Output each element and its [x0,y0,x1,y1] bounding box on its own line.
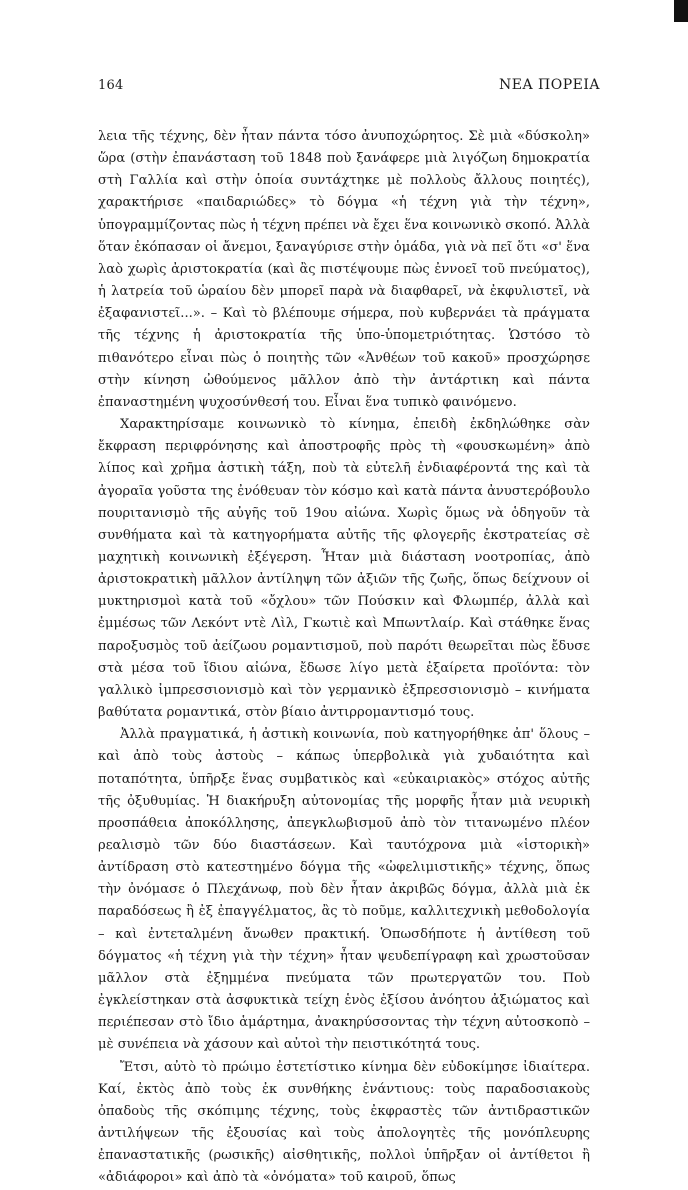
scan-corner-mark [674,0,688,22]
paragraph-4: Ἔτσι, αὐτὸ τὸ πρώιμο ἐστετίστικο κίνημα δὲν εὐδοκίμησε ἰδιαίτερα. Καί, ἐκτὸς ἀπὸ τοὺς ἐκ συνθήκης ἐνάντιους: τοὺς παραδοσιακοὺς ὀπαδοὺς τῆς σκόπιμης τέχνης, τοὺς ἐκφραστὲς τῶν ἀντιδραστικῶν ἀντιλήψεων τῆς ἐξουσίας καὶ τοὺς ἀπολογητὲς τῆς μονόπλευρης ἐπαναστατικῆς (ρωσικῆς) αἰσθητικῆς, πολλοὶ ὑπῆρξαν οἱ ἀντίθετοι ἢ «ἀδιάφοροι» καὶ ἀπὸ τὰ «ὀνόματα» τοῦ καιροῦ, ὅπως [98,1059,590,1186]
paragraph-3: Ἀλλὰ πραγματικά, ἡ ἀστικὴ κοινωνία, ποὺ κατηγορήθηκε ἀπ' ὅλους – καὶ ἀπὸ τοὺς ἀστοὺς – κάπως ὑπερβολικὰ γιὰ χυδαιότητα καὶ ποταπότητα, ὑπῆρξε ἕνας συμβατικὸς καὶ «εὐκαιριακὸς» στόχος αὐτῆς τῆς ὀξυθυμίας. Ἡ διακήρυξη αὐτονομίας τῆς μορφῆς ἦταν μιὰ νευρικὴ προσπάθεια ἀποκόλλησης, ἀπεγκλωβισμοῦ ἀπὸ τὸν τιτανωμένο πλέον ρεαλισμὸ τῶν δύο διαστάσεων. Καὶ ταυτόχρονα μιὰ «ἱστορικὴ» ἀντίδραση στὸ κατεστημένο δόγμα τῆς «ὠφελιμιστικῆς» τέχνης, ὅπως τὴν ὀνόμασε ὁ Πλεχάνωφ, ποὺ δὲν ἦταν ἀκριβῶς δόγμα, ἀλλὰ μιὰ ἐκ παραδόσεως ἢ ἐξ ἐπαγγέλματος, ἂς τὸ ποῦμε, καλλιτεχνικὴ μεθοδολογία – καὶ ἐντεταλμένη ἄνωθεν πρακτική. Ὁπωσδήποτε ἡ ἀντίθεση τοῦ δόγματος «ἡ τέχνη γιὰ τὴν τέχνη» ἦταν ψευδεπίγραφη καὶ χρωστοῦσαν μᾶλλον στὰ ἐξημμένα πνεύματα τῶν πρωτεργατῶν του. Ποὺ ἐγκλείστηκαν στὰ ἀσφυκτικὰ τείχη ἑνὸς ἐξίσου ἀνόητου ἀξιώματος καὶ περιέπεσαν στὸ ἴδιο ἁμάρτημα, ἀνακηρύσσοντας τὴν τέχνη αὐτοσκοπὸ – μὲ συνέπεια νὰ χάσουν καὶ αὐτοὶ τὴν πειστικότητά τους. [98,727,590,1053]
paragraph-1: λεια τῆς τέχνης, δὲν ἦταν πάντα τόσο ἀνυποχώρητος. Σὲ μιὰ «δύσκολη» ὥρα (στὴν ἐπανάσταση τοῦ 1848 ποὺ ξανάφερε μιὰ λιγόζωη δημοκρατία στὴ Γαλλία καὶ στὴν ὁποία συντάχτηκε μὲ πολλοὺς ἄλλους ποιητές), χαρακτήρισε «παιδαριώδες» τὸ δόγμα «ἡ τέχνη γιὰ τὴν τέχνη», ὑπογραμμίζοντας πὼς ἡ τέχνη πρέπει νὰ ἔχει ἕνα κοινωνικὸ σκοπό. Ἀλλὰ ὅταν ἐκόπασαν οἱ ἄνεμοι, ξαναγύρισε στὴν ὁμάδα, γιὰ νὰ πεῖ ὅτι «σ' ἕνα λαὸ χωρὶς ἀριστοκρατία (καὶ ἂς πιστέψουμε πὼς ἐννοεῖ τοῦ πνεύματος), ἡ λατρεία τοῦ ὡραίου δὲν μπορεῖ παρὰ νὰ διαφθαρεῖ, νὰ ἐκφυλιστεῖ, νὰ ἐξαφανιστεῖ...». – Καὶ τὸ βλέπουμε σήμερα, ποὺ κυβερνάει τὰ πράγματα τῆς τέχνης ἡ ἀριστοκρατία τῆς ὑπο-ὑπομετριότητας. Ὡστόσο τὸ πιθανότερο εἶναι πὼς ὁ ποιητὴς τῶν «Ἀνθέων τοῦ κακοῦ» προσχώρησε στὴν κίνηση ὠθούμενος μᾶλλον ἀπὸ τὴν ἀντάρτικη καὶ πάντα ἐπαναστημένη ψυχοσύνθεσή του. Εἶναι ἕνα τυπικὸ φαινόμενο. [98,129,590,410]
running-title: ΝΕΑ ΠΟΡΕΙΑ [499,77,600,93]
paragraph-2: Χαρακτηρίσαμε κοινωνικὸ τὸ κίνημα, ἐπειδὴ ἐκδηλώθηκε σὰν ἔκφραση περιφρόνησης καὶ ἀποστροφῆς πρὸς τὴ «φουσκωμένη» ἀπὸ λίπος καὶ χρῆμα ἀστικὴ τάξη, ποὺ τὰ εὐτελῆ ἐνδιαφέροντά της καὶ τὰ ἀγοραῖα γοῦστα της ἐνόθευαν τὸν κόσμο καὶ κατὰ πάντα ἀνυστερόβουλο πουριτανισμὸ τῆς αὐγῆς τοῦ 19ου αἰώνα. Χωρὶς ὅμως νὰ ὁδηγοῦν τὰ συνθήματα καὶ τὰ κατηγορήματα αὐτῆς τῆς φλογερῆς ἐκστρατείας σὲ μαχητικὴ κοινωνικὴ ἐξέγερση. Ἦταν μιὰ διάσταση νοοτροπίας, ἀπὸ ἀριστοκρατικὴ μᾶλλον ἀντίληψη τῶν ἀξιῶν τῆς ζωῆς, ὅπως δείχνουν οἱ μυκτηρισμοὶ κατὰ τοῦ «ὄχλου» τῶν Πούσκιν καὶ Φλωμπέρ, ἀλλὰ καὶ ἐμμέσως τῶν Λεκόντ ντὲ Λὶλ, Γκωτιὲ καὶ Μπωντλαίρ. Καὶ στάθηκε ἕνας παροξυσμὸς τοῦ ἀείζωου ρομαντισμοῦ, ποὺ παρότι θεωρεῖται πὼς ἔδυσε στὰ μέσα τοῦ ἴδιου αἰώνα, ἔδωσε λίγο μετὰ ἐξαίρετα προϊόντα: τὸν γαλλικὸ ἰμπρεσσιονισμὸ καὶ τὸν γερμανικὸ ἐξπρεσσιονισμὸ – κινήματα βαθύτατα ρομαντικά, στὸν βίαιο ἀντιρρομαντισμό τους. [98,417,590,721]
body-text [98,126,590,1190]
page-number: 164 [98,78,124,93]
